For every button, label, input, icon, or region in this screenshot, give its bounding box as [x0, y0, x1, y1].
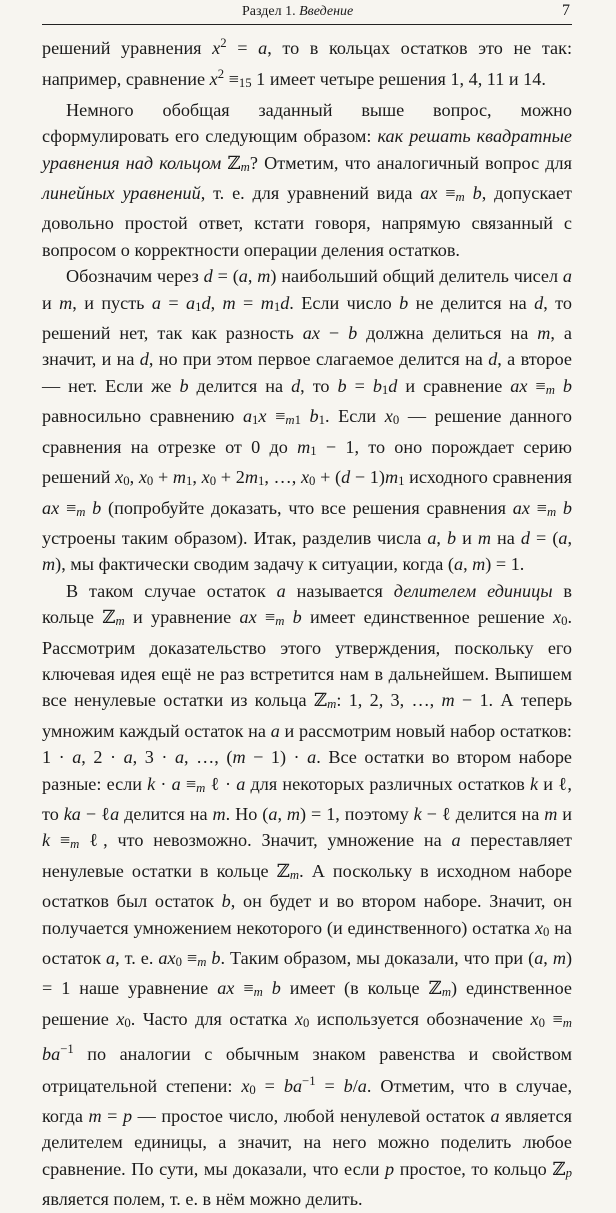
- paragraph-4: В таком случае остаток a называется делителем единицы в кольце ℤm и уравнение ax ≡m b имеет единственное решение x0. Рассмотрим доказательство этого утверждения, поскольку его ключевая идея ещё не раз встретится нам в дальнейшем. Выпишем все ненулевые остатки из кольца ℤm: 1, 2, 3, …, m − 1. А теперь умножим каждый остаток на a и рассмотрим новый набор остатков: 1 · a, 2 · a, 3 · a, …, (m − 1) · a. Все остатки во втором наборе разные: если k · a ≡m ℓ · a для некоторых различных остатков k и ℓ, то ka − ℓa делится на m. Но (a, m) = 1, поэтому k − ℓ делится на m и k ≡m ℓ, что невозможно. Значит, умножение на a переставляет ненулевые остатки в кольце ℤm. А поскольку в исходном наборе остатков был остаток b, он будет и во втором наборе. Значит, он получается умножением некоторого (и единственного) остатка x0 на остаток a, т. е. ax0 ≡m b. Таким образом, мы доказали, что при (a, m) = 1 наше уравнение ax ≡m b имеет (в кольце ℤm) единственное решение x0. Часто для остатка x0 используется обозначение x0 ≡m $ba^{-1}$ по аналогии с обычным знаком равенства и свойством отрицательной степени: $x0 = ba^{-1} = b/a$. Отметим, что в случае, когда m = p — простое число, любой ненулевой остаток a является делителем единицы, а значит, на него можно поделить любое сравнение. По сути, мы доказали, что если p простое, то кольцо ℤp является полем, т. е. в нём можно делить.: [42, 580, 573, 1210]
- running-header: [42, 2, 572, 25]
- section-label: Раздел 1.: [242, 4, 296, 19]
- running-title: [242, 4, 353, 20]
- paragraph-3: Обозначим через d = (a, m) наибольший общий делитель чисел a и m, и пусть a = a1d, m = m1d. Если число b не делится на d, то решений нет, так как разность ax − b должна делиться на m, а значит, и на d, но при этом первое слагаемое делится на d, а второе — нет. Если же b делится на d, то b = b1d и сравнение ax ≡m b равносильно сравнению a1x ≡m1 b1. Если x0 — решение данного сравнения на отрезке от 0 до m1 − 1, то оно порождает серию решений x0, x0 + m1, x0 + 2m1, …, x0 + (d − 1)m1 исходного сравнения ax ≡m b (попробуйте доказать, что все решения сравнения ax ≡m b устроены таким образом). Итак, разделив числа a, b и m на d = (a, m), мы фактически сводим задачу к ситуации, когда (a, m) = 1.: [42, 266, 573, 575]
- chapter-label: Введение: [299, 4, 354, 19]
- paragraph-2: Немного обобщая заданный выше вопрос, можно сформулировать его следующим образом: как решать квадратные уравнения над кольцом ℤm? Отметим, что аналогичный вопрос для линейных уравнений, т. е. для уравнений вида ax ≡m b, допускает довольно простой ответ, кстати говоря, напрямую связанный с вопросом о корректности операции деления остатков.: [42, 99, 572, 260]
- paragraph-1: решений уравнения $x^2 = a$, то в кольцах остатков это не так: например, сравнение $x^2 \equiv 15$ 1 имеет четыре решения 1, 4, 11 и 14.: [42, 36, 572, 91]
- page-number: 7: [562, 2, 570, 19]
- page-body: [42, 30, 572, 1213]
